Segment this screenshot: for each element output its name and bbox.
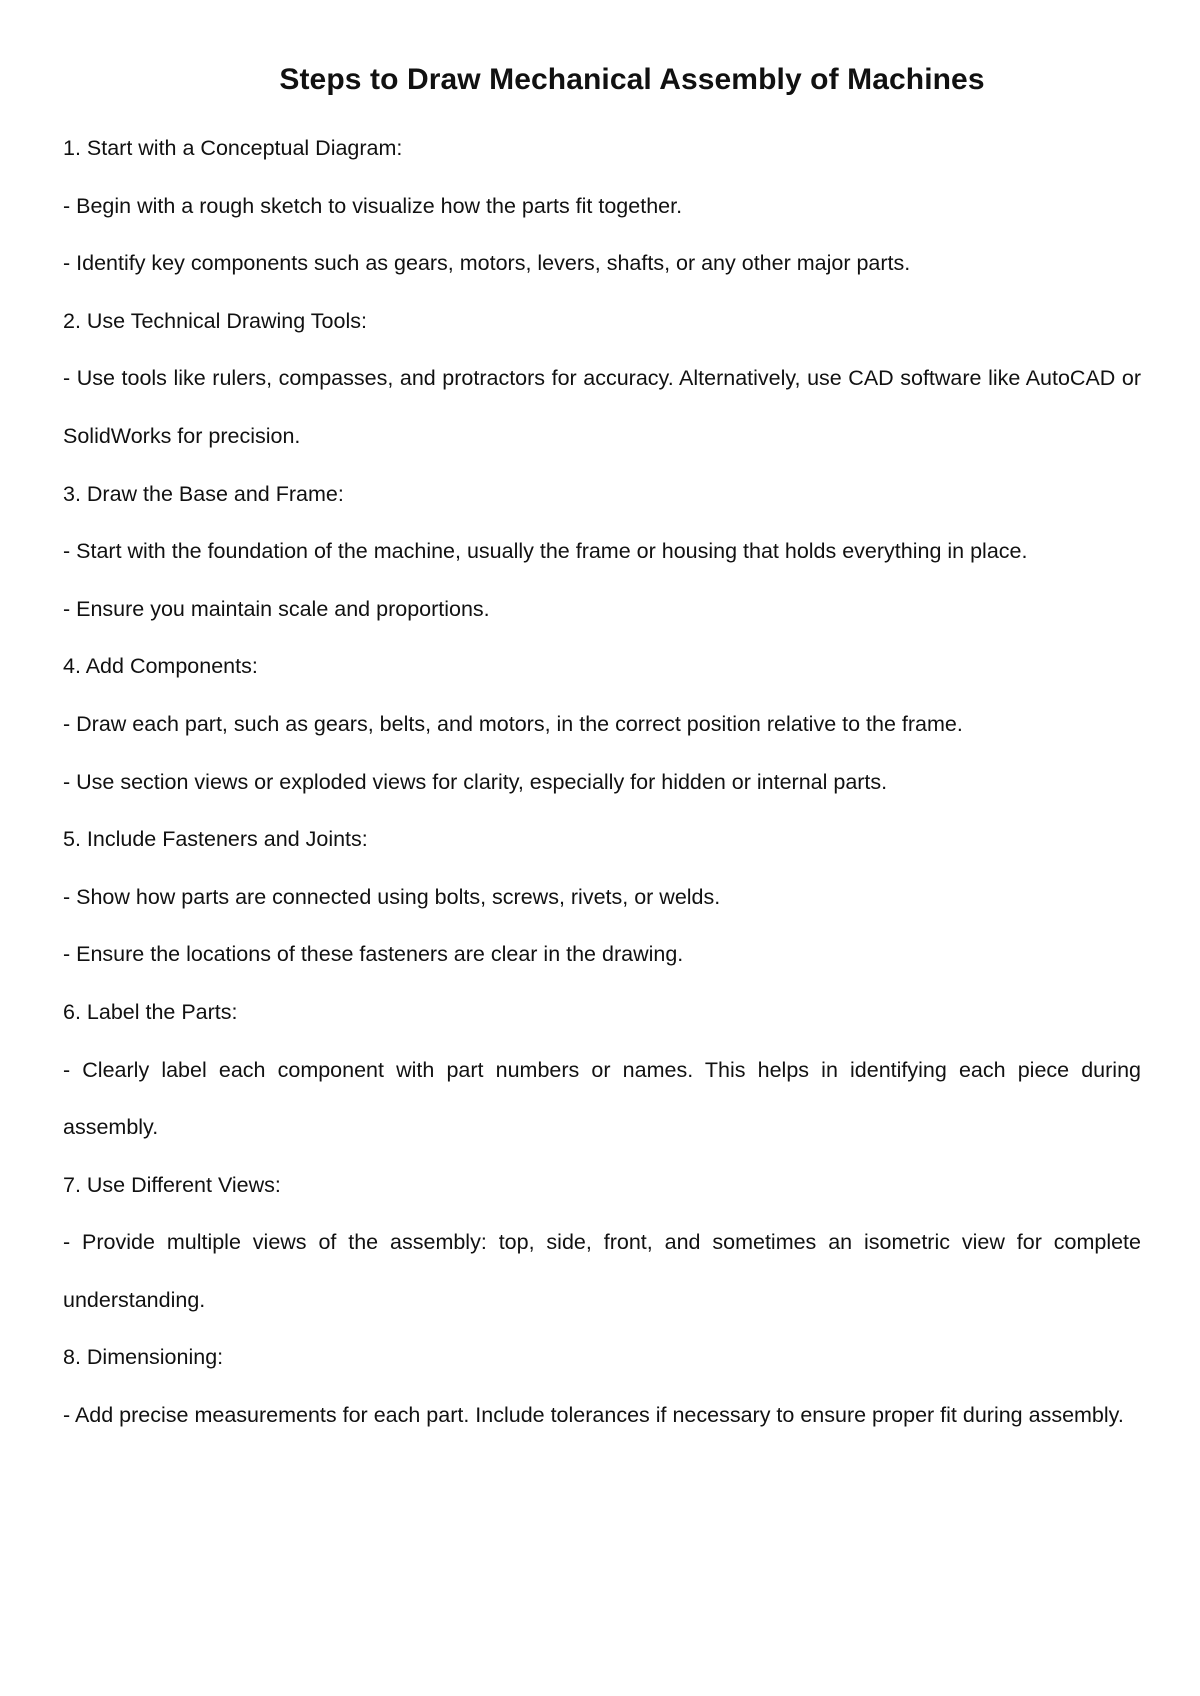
section-point: - Start with the foundation of the machine, usually the frame or housing that holds everything in place.: [63, 539, 1028, 564]
section-heading: 2. Use Technical Drawing Tools:: [63, 308, 367, 333]
document-title: Steps to Draw Mechanical Assembly of Machines: [279, 63, 985, 96]
section-point: - Add precise measurements for each part. Include tolerances if necessary to ensure proper fit during assembly.: [63, 1403, 1124, 1428]
section-point: - Begin with a rough sketch to visualize how the parts fit together.: [63, 193, 683, 218]
section-point: - Use section views or exploded views for clarity, especially for hidden or internal parts.: [63, 769, 888, 794]
section-heading: 1. Start with a Conceptual Diagram:: [63, 136, 403, 160]
section-point: - Ensure the locations of these fasteners are clear in the drawing.: [63, 942, 684, 967]
section-heading: 7. Use Different Views:: [63, 1172, 281, 1197]
section-heading: 6. Label the Parts:: [63, 999, 238, 1024]
section-point: - Show how parts are connected using bolts, screws, rivets, or welds.: [63, 884, 721, 909]
section-heading: 4. Add Components:: [63, 654, 258, 679]
section-point: - Clearly label each component with part numbers or names. This helps in identifying each piece during assembly.: [63, 1057, 1141, 1140]
section-heading: 5. Include Fasteners and Joints:: [63, 827, 368, 852]
section-point: - Identify key components such as gears, motors, levers, shafts, or any other major parts.: [63, 251, 911, 276]
section-point: - Draw each part, such as gears, belts, and motors, in the correct position relative to the frame.: [63, 711, 963, 736]
section-heading: 8. Dimensioning:: [63, 1345, 224, 1370]
document-body: [63, 120, 1141, 1445]
section-heading: 3. Draw the Base and Frame:: [63, 481, 344, 506]
section-point: - Use tools like rulers, compasses, and protractors for accuracy. Alternatively, use CAD software like AutoCAD or SolidWorks for precision.: [63, 366, 1141, 448]
section-point: - Ensure you maintain scale and proportions.: [63, 596, 490, 621]
section-point: - Provide multiple views of the assembly: top, side, front, and sometimes an isometric view for complete understanding.: [63, 1230, 1141, 1312]
